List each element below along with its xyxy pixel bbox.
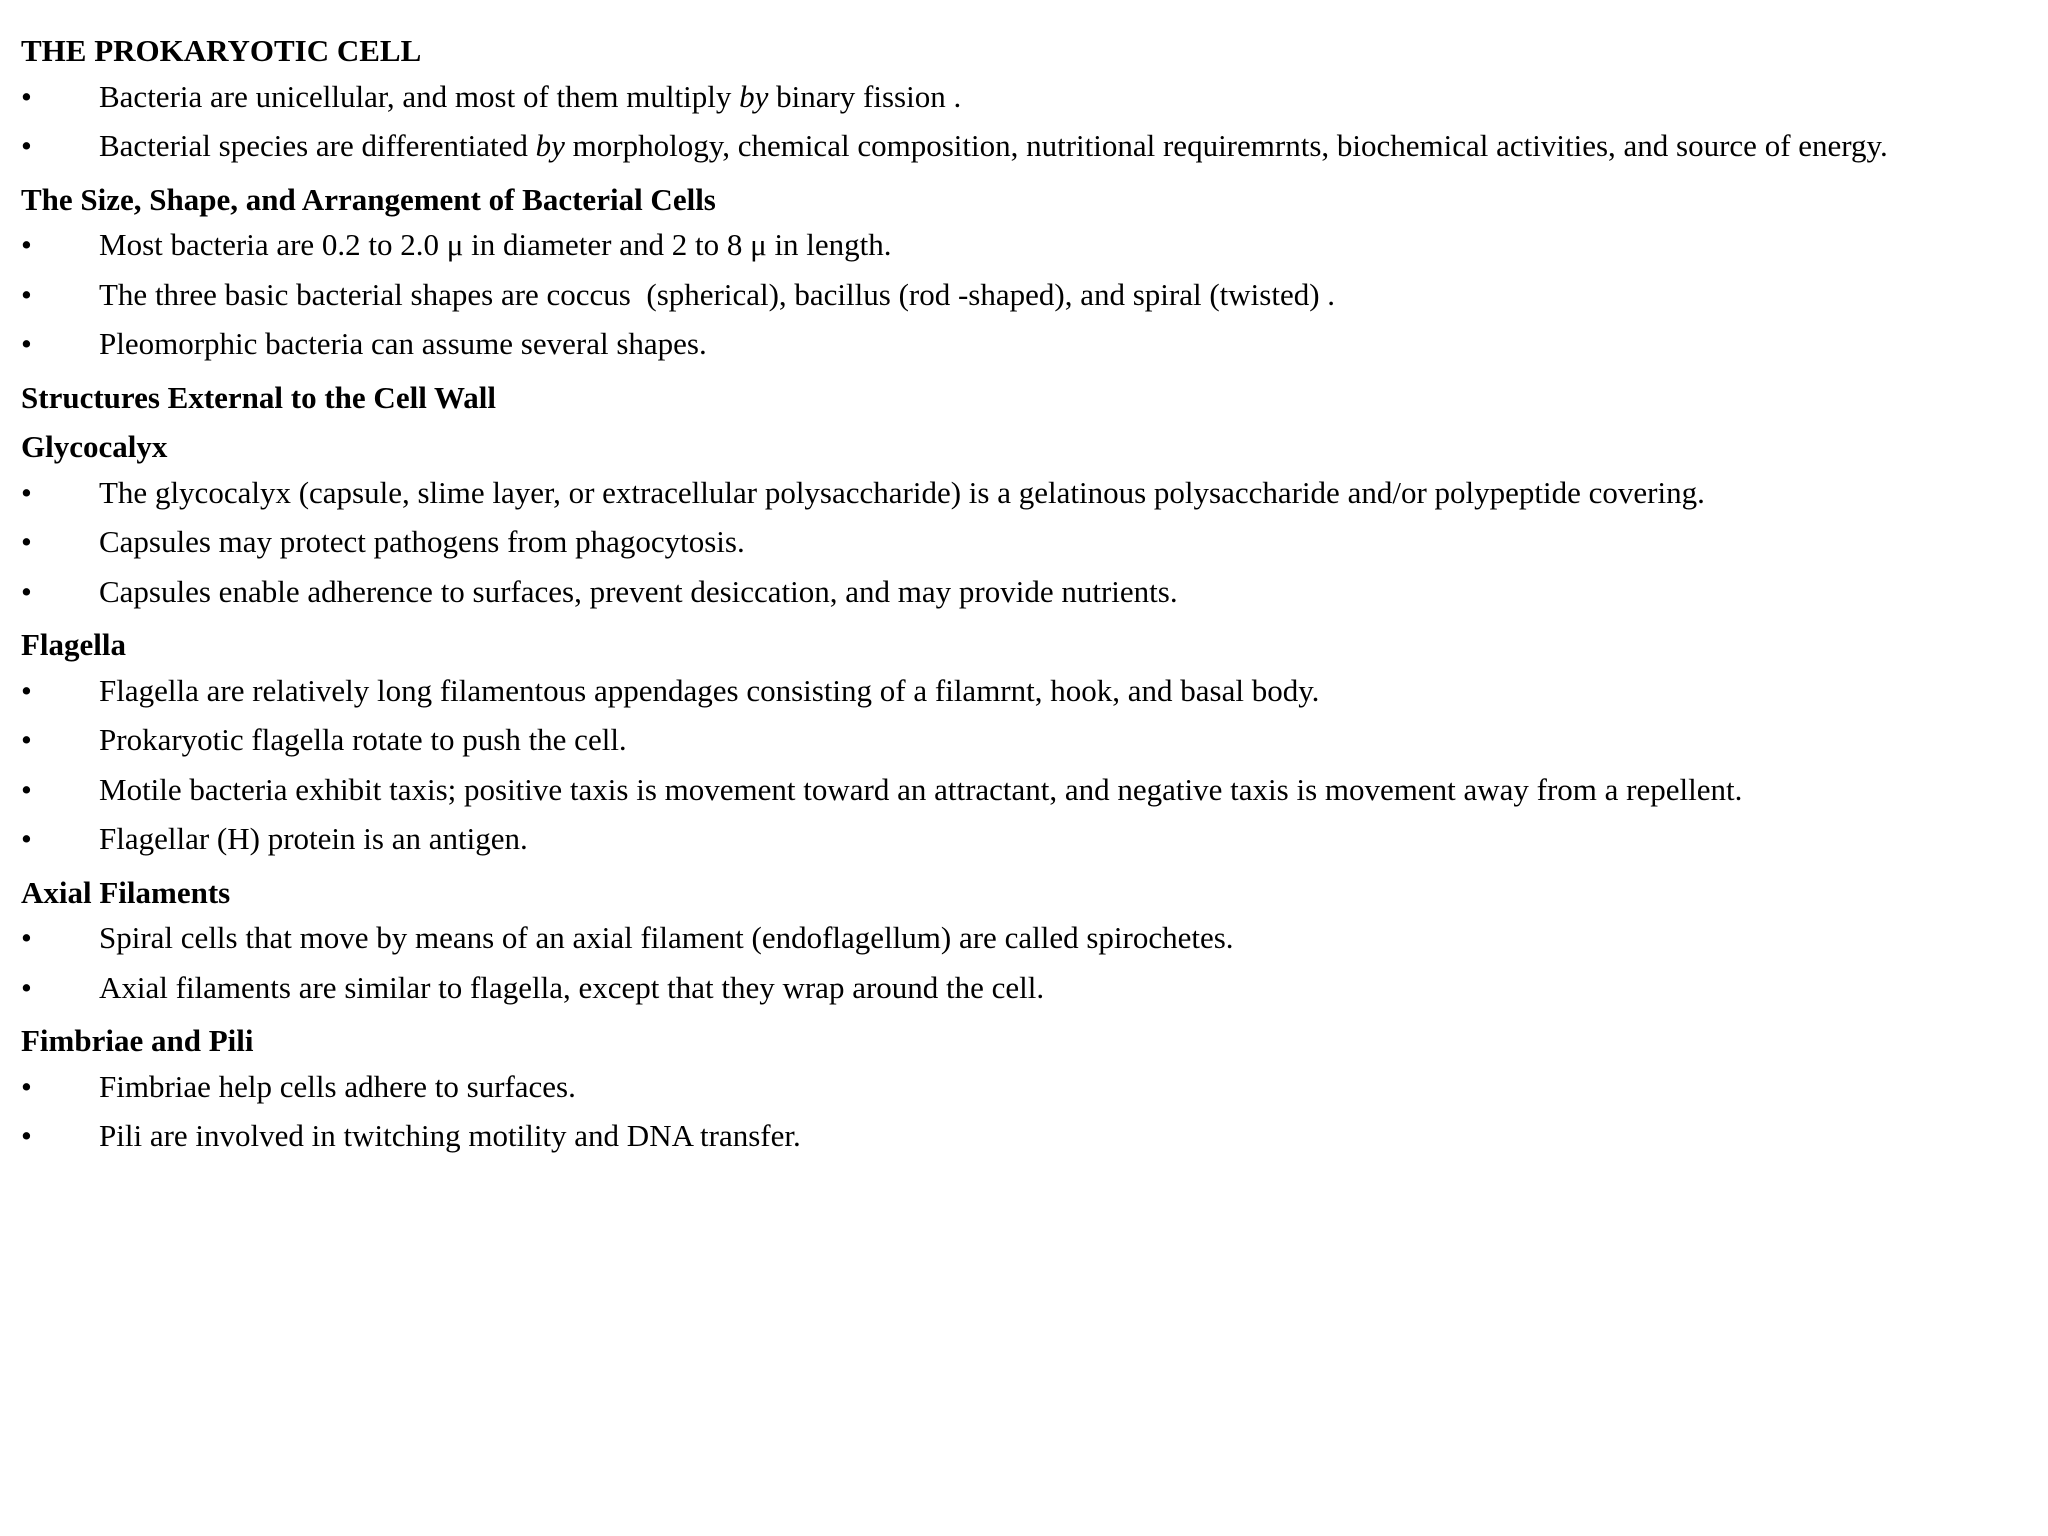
bullet-dot: • <box>21 573 32 609</box>
bullet-text: Prokaryotic flagella rotate to push the cell. <box>99 722 627 757</box>
bullet-text: The glycocalyx (capsule, slime layer, or extracellular polysaccharide) is a gelatinous polysaccharide and/or polypeptide covering. <box>99 474 1705 510</box>
flagella-bullet-4 <box>21 818 2018 860</box>
bullet-text: Most bacteria are 0.2 to 2.0 μ in diameter and 2 to 8 μ in length. <box>99 227 892 262</box>
bullet-dot: • <box>21 821 32 856</box>
axial-bullet-1 <box>21 917 2018 959</box>
fimbriae-pili-heading: Fimbriae and Pili <box>21 1023 254 1058</box>
document-body <box>21 26 2018 1165</box>
bullet-dot: • <box>21 722 32 757</box>
intro-1-text-post: binary fission . <box>768 78 962 114</box>
bullet-dot: • <box>21 474 32 510</box>
document-title: THE PROKARYOTIC CELL <box>21 33 422 68</box>
size-shape-bullet-1 <box>21 224 2018 266</box>
bullet-dot: • <box>21 276 32 312</box>
flagella-bullet-1 <box>21 670 2018 712</box>
size-shape-bullet-3 <box>21 323 2018 365</box>
glycocalyx-bullet-3 <box>21 571 2018 613</box>
bullet-dot: • <box>21 771 32 807</box>
glycocalyx-bullet-1 <box>21 472 2018 514</box>
bullet-text: Axial filaments are similar to flagella, except that they wrap around the cell. <box>99 969 1045 1005</box>
bullet-dot: • <box>21 128 32 163</box>
bullet-text: Motile bacteria exhibit taxis; positive taxis is movement toward an attractant, and negative taxis is movement away from a repellent. <box>99 771 1743 807</box>
intro-1-text-em: by <box>739 78 769 114</box>
bullet-text: Pili are involved in twitching motility and DNA transfer. <box>99 1118 801 1153</box>
intro-1-text-pre: Bacteria are unicellular, and most of them multiply <box>99 78 740 114</box>
bullet-dot: • <box>21 78 32 114</box>
bullet-dot: • <box>21 326 32 361</box>
fimbriae-bullet-1 <box>21 1066 2018 1108</box>
bullet-text: Spiral cells that move by means of an axial filament (endoflagellum) are called spirochetes. <box>99 920 1234 955</box>
bullet-dot: • <box>21 524 32 559</box>
bullet-text: Flagellar (H) protein is an antigen. <box>99 821 528 856</box>
bullet-dot: • <box>21 672 32 708</box>
bullet-text: Capsules may protect pathogens from phagocytosis. <box>99 524 745 559</box>
intro-2-text-post: morphology, chemical composition, nutritional requiremrnts, biochemical activities, and source of energy. <box>564 128 1888 163</box>
bullet-dot: • <box>21 920 32 955</box>
fimbriae-bullet-2 <box>21 1115 2018 1157</box>
bullet-text: Fimbriae help cells adhere to surfaces. <box>99 1068 576 1104</box>
bullet-text: Pleomorphic bacteria can assume several shapes. <box>99 326 707 361</box>
size-shape-bullet-2 <box>21 274 2018 316</box>
intro-bullet-2 <box>21 125 2018 167</box>
bullet-dot: • <box>21 227 32 262</box>
bullet-text: Flagella are relatively long filamentous appendages consisting of a filamrnt, hook, and basal body. <box>99 672 1320 708</box>
bullet-dot: • <box>21 1068 32 1104</box>
axial-bullet-2 <box>21 967 2018 1009</box>
intro-bullet-1 <box>21 76 2018 118</box>
glycocalyx-heading: Glycocalyx <box>21 429 168 464</box>
bullet-dot: • <box>21 969 32 1005</box>
axial-filaments-heading: Axial Filaments <box>21 874 231 910</box>
size-shape-heading: The Size, Shape, and Arrangement of Bacterial Cells <box>21 181 716 217</box>
intro-2-text-pre: Bacterial species are differentiated <box>99 128 536 163</box>
bullet-text: Capsules enable adherence to surfaces, prevent desiccation, and may provide nutrients. <box>99 573 1178 609</box>
glycocalyx-bullet-2 <box>21 521 2018 563</box>
bullet-text: The three basic bacterial shapes are coccus (spherical), bacillus (rod -shaped), and spiral (twisted) . <box>99 276 1336 312</box>
bullet-dot: • <box>21 1118 32 1153</box>
flagella-heading: Flagella <box>21 627 127 662</box>
external-structures-heading: Structures External to the Cell Wall <box>21 379 497 415</box>
flagella-bullet-3 <box>21 769 2018 811</box>
flagella-bullet-2 <box>21 719 2018 761</box>
intro-2-text-em: by <box>535 128 565 163</box>
